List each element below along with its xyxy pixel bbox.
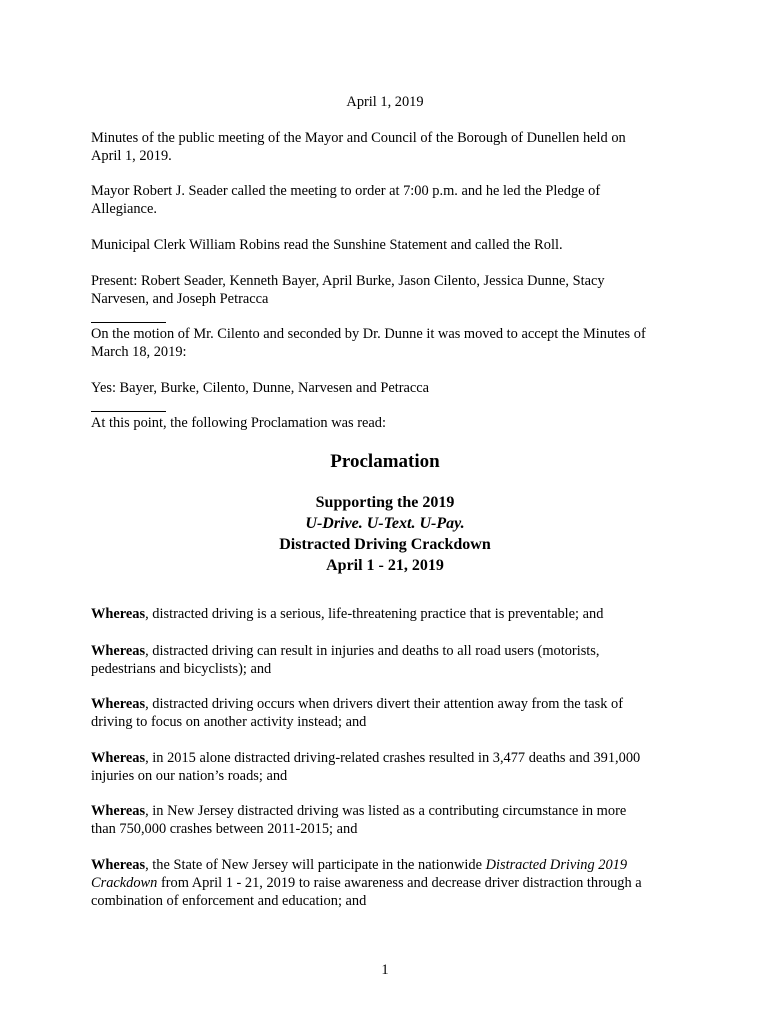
- proclamation-intro: At this point, the following Proclamation was read:: [91, 415, 386, 431]
- roll-call-line-1: Present: Robert Seader, Kenneth Bayer, April Burke, Jason Cilento, Jessica Dunne, Stacy: [91, 273, 605, 289]
- proclamation-subtitle-3: Distracted Driving Crackdown: [279, 536, 491, 553]
- whereas-clause-5-line-2: than 750,000 crashes between 2011-2015; and: [91, 821, 358, 837]
- whereas-clause-6-line-2: Crackdown from April 1 - 21, 2019 to raise awareness and decrease driver distraction through a: [91, 875, 642, 891]
- whereas-clause-2-line-2: pedestrians and bicyclists); and: [91, 661, 272, 677]
- meeting-date: April 1, 2019: [346, 94, 424, 110]
- whereas-clause-4-line-2: injuries on our nation’s roads; and: [91, 768, 288, 784]
- call-to-order-line-1: Mayor Robert J. Seader called the meeting to order at 7:00 p.m. and he led the Pledge of: [91, 183, 601, 199]
- whereas-clause-4-line-1: Whereas, in 2015 alone distracted driving-related crashes resulted in 3,477 deaths and 391,000: [91, 750, 641, 766]
- vote-result: Yes: Bayer, Burke, Cilento, Dunne, Narvesen and Petracca: [91, 380, 430, 396]
- whereas-clause-6-line-1: Whereas, the State of New Jersey will participate in the nationwide Distracted Driving 2019: [91, 857, 628, 873]
- proclamation-subtitle-2: U-Drive. U-Text. U-Pay.: [305, 515, 465, 532]
- whereas-clause-3-line-2: driving to focus on another activity instead; and: [91, 714, 367, 730]
- proclamation-subtitle-1: Supporting the 2019: [315, 494, 455, 511]
- section-divider: [91, 322, 166, 323]
- section-divider: [91, 411, 166, 412]
- whereas-clause-6-line-3: combination of enforcement and education; and: [91, 893, 367, 909]
- call-to-order-line-2: Allegiance.: [91, 201, 157, 217]
- whereas-label: Whereas: [91, 857, 146, 873]
- whereas-label: Whereas: [91, 696, 146, 712]
- motion-line-2: March 18, 2019:: [91, 344, 187, 360]
- minutes-intro-line-2: April 1, 2019.: [91, 148, 172, 164]
- whereas-label: Whereas: [91, 606, 146, 622]
- motion-line-1: On the motion of Mr. Cilento and seconded by Dr. Dunne it was moved to accept the Minutes of: [91, 326, 646, 342]
- minutes-intro-line-1: Minutes of the public meeting of the Mayor and Council of the Borough of Dunellen held on: [91, 130, 626, 146]
- proclamation-subtitle-4: April 1 - 21, 2019: [326, 557, 444, 574]
- proclamation-title: Proclamation: [330, 451, 440, 472]
- whereas-label: Whereas: [91, 803, 146, 819]
- whereas-clause-3-line-1: Whereas, distracted driving occurs when drivers divert their attention away from the task of: [91, 696, 624, 712]
- whereas-clause-5-line-1: Whereas, in New Jersey distracted driving was listed as a contributing circumstance in more: [91, 803, 627, 819]
- sunshine-statement: Municipal Clerk William Robins read the Sunshine Statement and called the Roll.: [91, 237, 563, 253]
- whereas-label: Whereas: [91, 750, 146, 766]
- roll-call-line-2: Narvesen, and Joseph Petracca: [91, 291, 269, 307]
- whereas-label: Whereas: [91, 643, 146, 659]
- page-number: 1: [381, 962, 389, 978]
- whereas-clause-2-line-1: Whereas, distracted driving can result in injuries and deaths to all road users (motorists,: [91, 643, 600, 659]
- whereas-clause-1: Whereas, distracted driving is a serious, life-threatening practice that is preventable; and: [91, 606, 604, 622]
